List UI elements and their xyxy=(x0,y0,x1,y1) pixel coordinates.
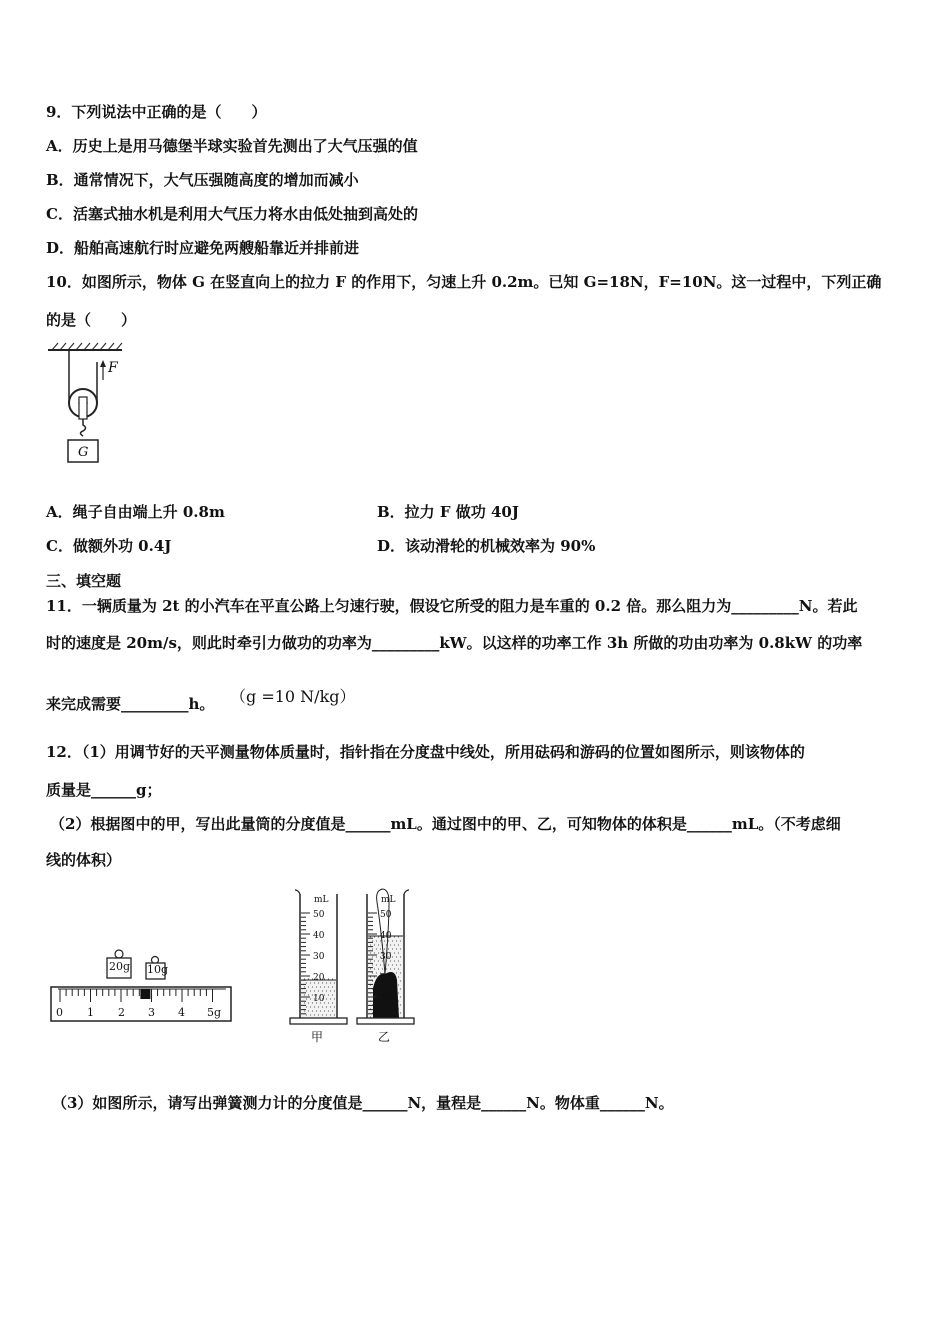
liquid-dot xyxy=(394,936,395,937)
jia-tick-30: 30 xyxy=(313,952,325,962)
weight-20g-label: 20g xyxy=(109,960,131,973)
liquid-dot xyxy=(328,978,329,979)
rider xyxy=(140,989,150,999)
liquid-dot xyxy=(370,968,371,969)
liquid-dot xyxy=(326,982,327,983)
label-yi: 乙 xyxy=(378,1030,391,1044)
liquid-dot xyxy=(394,952,395,953)
liquid-dot xyxy=(372,964,373,965)
scale-label-2: 2 xyxy=(118,1006,125,1019)
liquid-dot xyxy=(390,944,391,945)
liquid-dot xyxy=(322,1006,323,1007)
liquid-dot xyxy=(306,1014,307,1015)
scale-label-3: 3 xyxy=(148,1006,155,1019)
liquid-dot xyxy=(308,978,309,979)
liquid-dot xyxy=(334,1006,335,1007)
liquid-dot xyxy=(328,1002,329,1003)
liquid-dot xyxy=(398,936,399,937)
liquid-dot xyxy=(334,982,335,983)
scale-label-0: 0 xyxy=(56,1006,63,1019)
scale-label-1: 1 xyxy=(87,1006,94,1019)
liquid-dot xyxy=(376,964,377,965)
weight-10g-label: 10g xyxy=(147,963,169,976)
liquid-dot xyxy=(374,936,375,937)
liquid-dot xyxy=(400,996,401,997)
liquid-dot xyxy=(304,986,305,987)
liquid-dot xyxy=(400,1004,401,1005)
yi-tick-50: 50 xyxy=(380,910,392,920)
liquid-dot xyxy=(310,982,311,983)
q12-line2: 质量是______g； xyxy=(46,781,162,799)
liquid-dot xyxy=(306,998,307,999)
liquid-dot xyxy=(326,1014,327,1015)
jia-unit: mL xyxy=(314,895,329,905)
liquid-dot xyxy=(304,1010,305,1011)
liquid-dot xyxy=(328,1010,329,1011)
liquid-dot xyxy=(332,986,333,987)
jia-tick-20: 20 xyxy=(313,973,325,983)
liquid-dot xyxy=(386,968,387,969)
liquid-dot xyxy=(374,968,375,969)
liquid-dot xyxy=(334,1014,335,1015)
liquid-dot xyxy=(332,994,333,995)
liquid-dot xyxy=(384,948,385,949)
liquid-dot xyxy=(370,936,371,937)
liquid-dot xyxy=(394,944,395,945)
liquid-dot xyxy=(396,964,397,965)
liquid-dot xyxy=(314,1014,315,1015)
scale-label-4: 4 xyxy=(178,1006,185,1019)
liquid-dot xyxy=(312,1010,313,1011)
liquid-dot xyxy=(318,1014,319,1015)
liquid-dot xyxy=(318,990,319,991)
liquid-dot xyxy=(306,1006,307,1007)
liquid-dot xyxy=(308,986,309,987)
liquid-dot xyxy=(326,990,327,991)
liquid-dot xyxy=(318,1006,319,1007)
liquid-dot xyxy=(394,960,395,961)
force-label: F xyxy=(108,360,118,376)
cylinders-figure xyxy=(285,888,420,1033)
scale-label-5g: 5g xyxy=(207,1006,222,1019)
yi-tick-30: 30 xyxy=(380,952,392,962)
liquid-dot xyxy=(320,1010,321,1011)
liquid-dot xyxy=(316,986,317,987)
q9-option-b: B．通常情况下，大气压强随高度的增加而减小 xyxy=(46,171,359,189)
pulley-figure xyxy=(40,340,140,470)
liquid-dot xyxy=(310,990,311,991)
liquid-dot xyxy=(330,982,331,983)
liquid-dot xyxy=(310,998,311,999)
gravity-formula: （g =10 N/kg） xyxy=(230,687,356,706)
q9-option-c: C．活塞式抽水机是利用大气压力将水由低处抽到高处的 xyxy=(46,205,418,223)
jia-tick-40: 40 xyxy=(313,931,325,941)
liquid-dot xyxy=(396,956,397,957)
liquid-dot xyxy=(392,940,393,941)
liquid-dot xyxy=(378,960,379,961)
liquid-dot xyxy=(396,948,397,949)
liquid-dot xyxy=(374,960,375,961)
q11-line1: 11．一辆质量为 2t 的小汽车在平直公路上匀速行驶，假设它所受的阻力是车重的 0.2 倍。那么阻力为_________N。若此 xyxy=(46,597,858,615)
liquid-dot xyxy=(326,998,327,999)
liquid-dot xyxy=(398,952,399,953)
liquid-dot xyxy=(316,1010,317,1011)
liquid-dot xyxy=(308,1010,309,1011)
liquid-dot xyxy=(326,1006,327,1007)
liquid-dot xyxy=(400,956,401,957)
liquid-dot xyxy=(322,990,323,991)
liquid-dot xyxy=(400,1012,401,1013)
liquid-dot xyxy=(370,944,371,945)
q10-stem-line2: 的是（ ） xyxy=(46,311,137,329)
yi-tick-10: 10 xyxy=(380,994,392,1004)
liquid-dot xyxy=(334,990,335,991)
liquid-dot xyxy=(310,1014,311,1015)
liquid-dot xyxy=(306,982,307,983)
q12-line3: （2）根据图中的甲，写出此量筒的分度值是______mL。通过图中的甲、乙，可知物体的体积是______mL。（不考虑细 xyxy=(50,815,841,833)
liquid-dot xyxy=(398,960,399,961)
liquid-dot xyxy=(334,998,335,999)
q9-option-d: D．船舶高速航行时应避免两艘船靠近并排前进 xyxy=(46,239,360,257)
q9-stem: 9．下列说法中正确的是（ ） xyxy=(46,103,267,121)
q10-option-c: C．做额外功 0.4J xyxy=(46,537,172,555)
liquid-dot xyxy=(304,1002,305,1003)
liquid-dot xyxy=(370,952,371,953)
section-title: 三、填空题 xyxy=(46,572,122,590)
liquid-dot xyxy=(388,948,389,949)
liquid-dot xyxy=(332,1010,333,1011)
q10-option-d: D．该动滑轮的机械效率为 90% xyxy=(377,537,596,555)
liquid-dot xyxy=(388,964,389,965)
label-jia: 甲 xyxy=(311,1030,324,1044)
q12-line4: 线的体积） xyxy=(46,851,122,869)
q10-option-a: A．绳子自由端上升 0.8m xyxy=(46,503,225,521)
liquid-dot xyxy=(308,994,309,995)
liquid-dot xyxy=(376,956,377,957)
liquid-dot xyxy=(372,948,373,949)
liquid-dot xyxy=(324,1010,325,1011)
q12-line1: 12．（1）用调节好的天平测量物体质量时，指针指在分度盘中线处，所用砝码和游码的位置如图所示，则该物体的 xyxy=(46,743,805,761)
yi-tick-40: 40 xyxy=(380,931,392,941)
liquid-dot xyxy=(314,990,315,991)
liquid-dot xyxy=(374,944,375,945)
liquid-dot xyxy=(314,1006,315,1007)
liquid-dot xyxy=(370,976,371,977)
liquid-dot xyxy=(322,1014,323,1015)
q12-line5: （3）如图所示，请写出弹簧测力计的分度值是______N，量程是______N。物体重______N。 xyxy=(52,1094,674,1112)
liquid-dot xyxy=(330,990,331,991)
jia-tick-10: 10 xyxy=(313,994,325,1004)
liquid-dot xyxy=(398,968,399,969)
liquid-dot xyxy=(394,968,395,969)
liquid-dot xyxy=(320,986,321,987)
yi-unit: mL xyxy=(381,895,396,905)
liquid-dot xyxy=(376,940,377,941)
liquid-dot xyxy=(330,1006,331,1007)
liquid-dot xyxy=(396,972,397,973)
liquid-dot xyxy=(378,944,379,945)
liquid-dot xyxy=(398,984,399,985)
liquid-dot xyxy=(400,988,401,989)
liquid-dot xyxy=(378,936,379,937)
liquid-dot xyxy=(376,948,377,949)
liquid-dot xyxy=(328,994,329,995)
liquid-dot xyxy=(380,948,381,949)
liquid-dot xyxy=(398,992,399,993)
liquid-dot xyxy=(380,964,381,965)
jia-tick-50: 50 xyxy=(313,910,325,920)
liquid-dot xyxy=(396,940,397,941)
liquid-dot xyxy=(332,1002,333,1003)
liquid-dot xyxy=(312,986,313,987)
liquid-dot xyxy=(392,948,393,949)
liquid-dot xyxy=(306,990,307,991)
liquid-dot xyxy=(392,964,393,965)
liquid-dot xyxy=(304,994,305,995)
liquid-dot xyxy=(376,972,377,973)
q11-line2: 时的速度是 20m/s，则此时牵引力做功的功率为_________kW。以这样的功率工作 3h 所做的功由功率为 0.8kW 的功率 xyxy=(46,634,863,652)
q10-stem-line1: 10．如图所示，物体 G 在竖直向上的拉力 F 的作用下，匀速上升 0.2m。已知 G=18N，F=10N。这一过程中，下列正确 xyxy=(46,273,882,291)
liquid-dot xyxy=(374,952,375,953)
weight-label: G xyxy=(78,445,89,460)
liquid-dot xyxy=(400,980,401,981)
q10-option-b: B．拉力 F 做功 40J xyxy=(377,503,519,521)
liquid-dot xyxy=(324,986,325,987)
liquid-dot xyxy=(398,976,399,977)
liquid-dot xyxy=(382,968,383,969)
liquid-dot xyxy=(310,1006,311,1007)
liquid-dot xyxy=(390,968,391,969)
liquid-dot xyxy=(372,972,373,973)
liquid-dot xyxy=(400,940,401,941)
liquid-dot xyxy=(304,978,305,979)
liquid-dot xyxy=(400,964,401,965)
liquid-dot xyxy=(328,986,329,987)
liquid-dot xyxy=(330,998,331,999)
liquid-dot xyxy=(372,940,373,941)
yi-tick-20: 20 xyxy=(380,973,392,983)
liquid-dot xyxy=(392,956,393,957)
liquid-dot xyxy=(378,968,379,969)
liquid-dot xyxy=(400,972,401,973)
liquid-dot xyxy=(332,978,333,979)
liquid-dot xyxy=(308,1002,309,1003)
liquid-dot xyxy=(398,944,399,945)
liquid-dot xyxy=(400,948,401,949)
q11-line3: 来完成需要_________h。 xyxy=(46,695,215,713)
liquid-dot xyxy=(378,952,379,953)
q9-option-a: A．历史上是用马德堡半球实验首先测出了大气压强的值 xyxy=(46,137,418,155)
liquid-dot xyxy=(374,976,375,977)
liquid-dot xyxy=(370,960,371,961)
liquid-dot xyxy=(372,956,373,957)
liquid-dot xyxy=(330,1014,331,1015)
